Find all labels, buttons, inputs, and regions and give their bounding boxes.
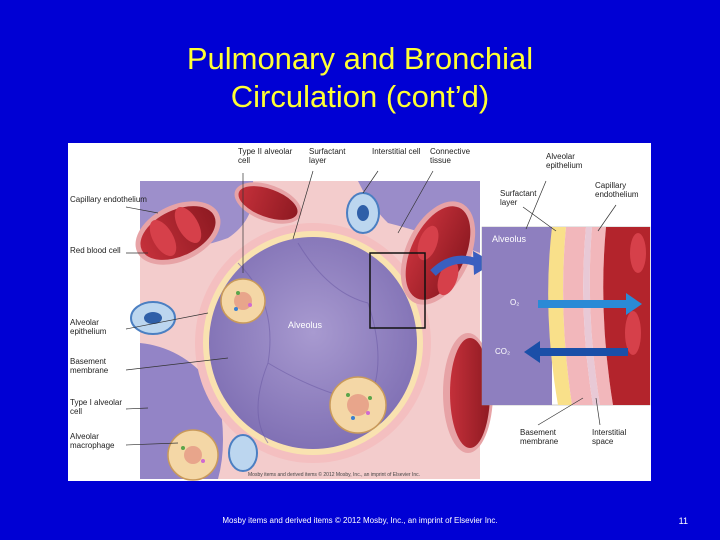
slide-title	[0, 40, 720, 116]
figure-credit: Mosby items and derived items © 2012 Mosby, Inc., an imprint of Elsevier Inc.	[248, 472, 420, 478]
label-interstitial-cell: Interstitial cell	[372, 147, 421, 156]
o2-arrow	[538, 300, 628, 308]
label-alveolar-macrophage: Alveolar macrophage	[70, 432, 115, 450]
label-alveolar-epithelium-left: Alveolar epithelium	[70, 318, 107, 336]
label-surfactant-layer-right: Surfactant layer	[500, 189, 537, 207]
label-surfactant-layer-top: Surfactant layer	[309, 147, 346, 165]
label-interstitial-space: Interstitial space	[592, 428, 627, 446]
co2-arrow	[538, 348, 628, 356]
label-co2: CO₂	[495, 347, 511, 356]
label-connective-tissue: Connective tissue	[430, 147, 471, 165]
label-alveolus-inset: Alveolus	[492, 234, 527, 244]
label-basement-membrane-bottom: Basement membrane	[520, 428, 559, 446]
label-basement-membrane-left: Basement membrane	[70, 357, 109, 375]
label-type-1-alveolar-cell: Type I alveolar cell	[70, 398, 123, 416]
title-line-1: Pulmonary and Bronchial	[186, 41, 534, 76]
alveolus-diagram	[68, 143, 651, 481]
label-alveolar-epithelium-top: Alveolar epithelium	[546, 152, 583, 170]
label-o2: O₂	[510, 298, 520, 307]
label-type-2-alveolar-cell: Type II alveolar cell	[238, 147, 293, 165]
label-capillary-endothelium-right: Capillary endothelium	[595, 181, 639, 199]
page-number: 11	[678, 516, 688, 526]
label-alveolus-main: Alveolus	[288, 320, 323, 330]
main-alveolus	[209, 237, 417, 449]
inset-alveolus	[482, 227, 552, 405]
slide-footer: Mosby items and derived items © 2012 Mosby, Inc., an imprint of Elsevier Inc.	[222, 516, 498, 525]
label-red-blood-cell: Red blood cell	[70, 246, 121, 255]
title-line-2: Circulation (cont’d)	[230, 79, 490, 114]
label-capillary-endothelium-left: Capillary endothelium	[70, 195, 147, 204]
